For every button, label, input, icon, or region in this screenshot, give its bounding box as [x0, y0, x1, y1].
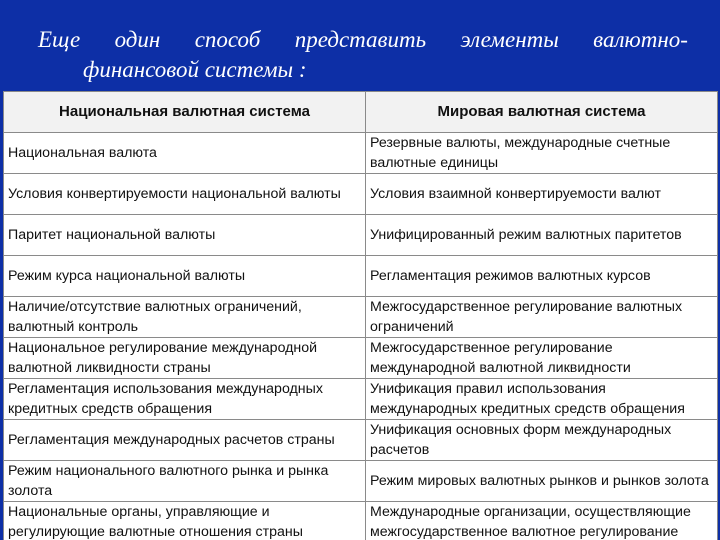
header-world: Мировая валютная система	[366, 92, 718, 133]
cell-national: Национальные органы, управляющие и регулирующие валютные отношения страны	[4, 502, 366, 540]
cell-national: Режим национального валютного рынка и рынка золота	[4, 461, 366, 502]
cell-national: Регламентация международных расчетов страны	[4, 420, 366, 461]
cell-world: Межгосударственное регулирование валютных ограничений	[366, 297, 718, 338]
table-row	[4, 420, 718, 461]
cell-national: Паритет национальной валюты	[4, 215, 366, 256]
slide-title	[38, 25, 688, 85]
title-word: представить	[294, 27, 427, 52]
cell-world: Резервные валюты, международные счетные валютные единицы	[366, 133, 718, 174]
title-word: Еще	[38, 27, 81, 52]
cell-world: Межгосударственное регулирование международной валютной ликвидности	[366, 338, 718, 379]
cell-national: Регламентация использования международных кредитных средств обращения	[4, 379, 366, 420]
cell-world: Режим мировых валютных рынков и рынков золота	[366, 461, 718, 502]
title-word: один	[114, 27, 161, 52]
cell-world: Условия взаимной конвертируемости валют	[366, 174, 718, 215]
title-word: элементы	[460, 27, 559, 52]
table-row	[4, 379, 718, 420]
cell-world: Унификация основных форм международных расчетов	[366, 420, 718, 461]
table-row	[4, 133, 718, 174]
title-word: способ	[194, 27, 261, 52]
comparison-table	[3, 91, 718, 540]
title-line-1	[38, 25, 688, 55]
cell-national: Наличие/отсутствие валютных ограничений, валютный контроль	[4, 297, 366, 338]
cell-world: Регламентация режимов валютных курсов	[366, 256, 718, 297]
cell-national: Условия конвертируемости национальной валюты	[4, 174, 366, 215]
table-row	[4, 174, 718, 215]
table-row	[4, 338, 718, 379]
table-row	[4, 502, 718, 540]
table-row	[4, 297, 718, 338]
cell-world: Унификация правил использования международных кредитных средств обращения	[366, 379, 718, 420]
cell-world: Унифицированный режим валютных паритетов	[366, 215, 718, 256]
cell-national: Национальное регулирование международной валютной ликвидности страны	[4, 338, 366, 379]
table-header-row	[4, 92, 718, 133]
header-national: Национальная валютная система	[4, 92, 366, 133]
table-row	[4, 256, 718, 297]
cell-world: Международные организации, осуществляющие межгосударственное валютное регулирование	[366, 502, 718, 540]
title-word: валютно-	[593, 27, 688, 52]
comparison-table-container	[3, 91, 718, 540]
title-line-2: финансовой системы :	[83, 57, 307, 82]
cell-national: Режим курса национальной валюты	[4, 256, 366, 297]
cell-national: Национальная валюта	[4, 133, 366, 174]
table-row	[4, 461, 718, 502]
table-row	[4, 215, 718, 256]
